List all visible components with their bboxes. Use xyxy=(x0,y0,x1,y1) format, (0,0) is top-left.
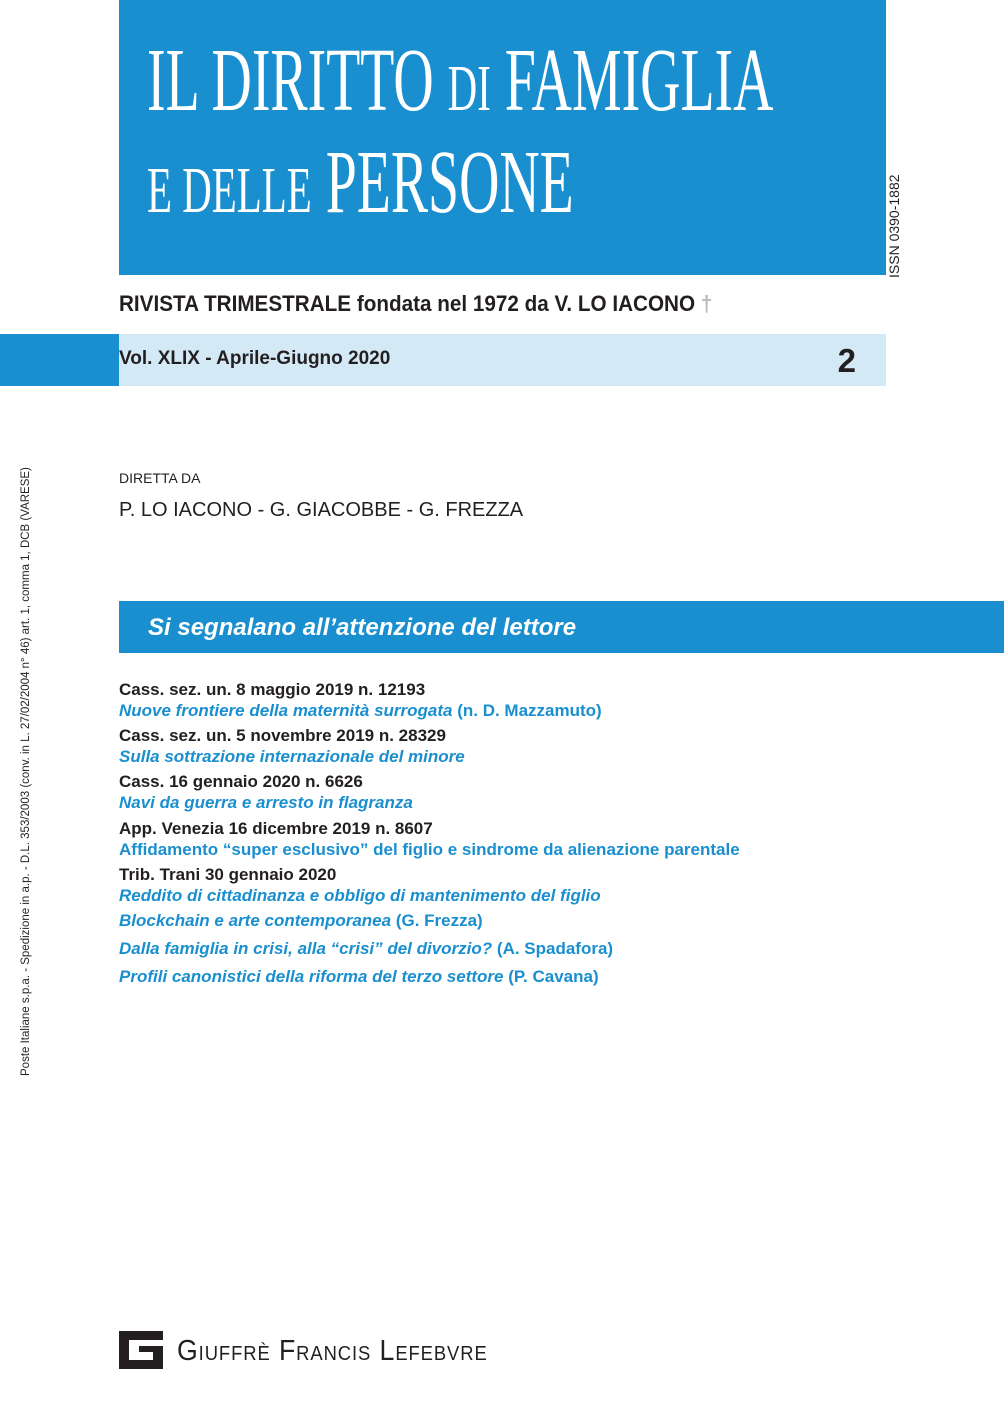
entry-article: Dalla famiglia in crisi, alla “crisi” del divorzio? xyxy=(119,939,493,958)
list-item xyxy=(119,818,740,860)
title-di: DI xyxy=(447,52,491,125)
list-item xyxy=(119,725,465,767)
volume-bar-inner xyxy=(119,334,886,386)
entry-article: Navi da guerra e arresto in flagranza xyxy=(119,793,413,812)
title-il-diritto: IL DIRITTO xyxy=(147,31,434,130)
entry-court: Cass. sez. un. 5 novembre 2019 n. 28329 xyxy=(119,726,446,745)
volume-bar xyxy=(0,334,886,386)
entry-article: Affidamento “super esclusivo” del figlio e sindrome da alienazione parentale xyxy=(119,840,740,859)
gfl-logo-icon xyxy=(119,1331,163,1369)
entry-article: Nuove frontiere della maternità surrogata xyxy=(119,701,453,720)
list-item xyxy=(119,938,613,959)
subtitle-rest: fondata nel 1972 da V. LO IACONO xyxy=(351,291,696,316)
title-line-2 xyxy=(147,133,574,232)
direction-label: DIRETTA DA xyxy=(119,470,201,486)
entry-article: Reddito di cittadinanza e obbligo di mantenimento del figlio xyxy=(119,886,601,905)
issue-number: 2 xyxy=(837,342,856,379)
entry-author: (G. Frezza) xyxy=(391,911,483,930)
cross-icon: † xyxy=(700,291,713,316)
title-e-delle: E DELLE xyxy=(147,154,312,227)
postal-note: Poste Italiane s.p.a. - Spedizione in a.p. - D.L. 353/2003 (conv. in L. 27/02/2004 n° 46) art. 1, comma 1, DCB (VARESE) xyxy=(20,467,32,1076)
entry-article: Sulla sottrazione internazionale del minore xyxy=(119,747,465,766)
publisher-name: Giuffrè Francis Lefebvre xyxy=(177,1335,488,1367)
entry-author: (P. Cavana) xyxy=(503,967,599,986)
entry-court: App. Venezia 16 dicembre 2019 n. 8607 xyxy=(119,819,433,838)
entry-court: Cass. 16 gennaio 2020 n. 6626 xyxy=(119,772,363,791)
list-item xyxy=(119,966,599,987)
entry-author: (n. D. Mazzamuto) xyxy=(452,701,602,720)
directors: P. LO IACONO - G. GIACOBBE - G. FREZZA xyxy=(119,499,524,521)
list-item xyxy=(119,771,413,813)
entry-court: Trib. Trani 30 gennaio 2020 xyxy=(119,865,337,884)
list-item xyxy=(119,910,483,931)
highlight-bar xyxy=(119,601,1004,653)
highlight-title: Si segnalano all’attenzione del lettore xyxy=(148,614,577,641)
title-persone: PERSONE xyxy=(325,133,574,232)
entry-article: Blockchain e arte contemporanea xyxy=(119,911,392,930)
subtitle-bold: RIVISTA TRIMESTRALE xyxy=(119,291,352,316)
entry-court: Cass. sez. un. 8 maggio 2019 n. 12193 xyxy=(119,680,426,699)
list-item xyxy=(119,679,602,721)
entry-author: (A. Spadafora) xyxy=(492,939,614,958)
list-item xyxy=(119,864,601,906)
title-line-1 xyxy=(147,31,774,130)
masthead xyxy=(119,0,886,275)
volume-label: Vol. XLIX - Aprile-Giugno 2020 xyxy=(119,348,391,369)
title-famiglia: FAMIGLIA xyxy=(504,31,774,130)
issn: ISSN 0390-1882 xyxy=(886,174,902,278)
subtitle xyxy=(119,291,712,317)
entry-article: Profili canonistici della riforma del terzo settore xyxy=(119,967,504,986)
